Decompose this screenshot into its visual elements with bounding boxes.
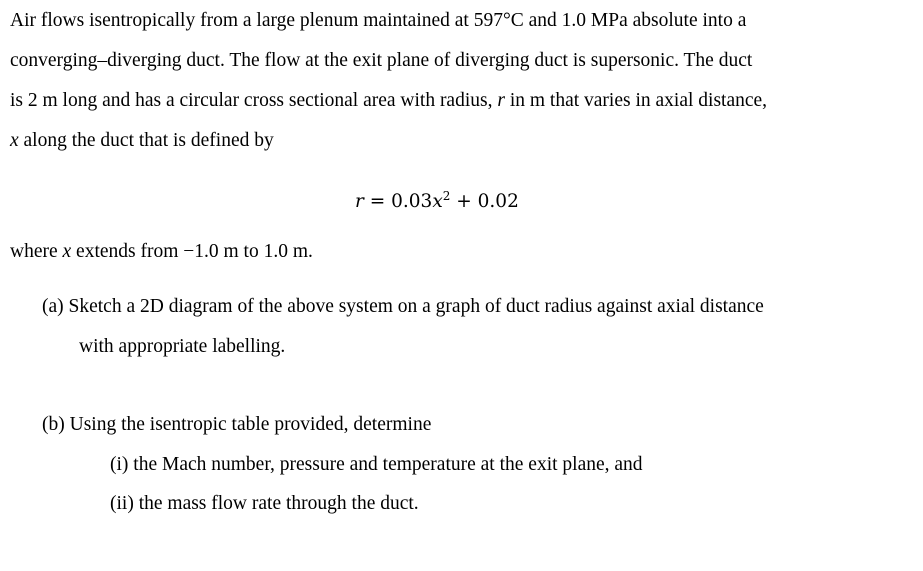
range-part-2: extends from −1.0 m to 1.0 m. xyxy=(71,241,313,262)
equation-exponent: 2 xyxy=(442,189,451,203)
part-b-item-i: (i) the Mach number, pressure and temperature at the exit plane, and xyxy=(110,454,643,475)
equation-coef: 0.03 xyxy=(391,191,433,212)
equation-var: x xyxy=(432,191,443,212)
intro-line-2: converging–diverging duct. The flow at the exit plane of diverging duct is supersonic. The duct xyxy=(10,50,753,71)
range-variable-x: x xyxy=(62,241,72,262)
radius-equation xyxy=(355,183,519,215)
range-part-1: where xyxy=(10,241,63,262)
intro-line-1: Air flows isentropically from a large plenum maintained at 597°C and 1.0 MPa absolute into a xyxy=(10,10,747,31)
part-a-line-2: with appropriate labelling. xyxy=(79,336,286,357)
intro-line-4 xyxy=(10,129,274,153)
range-line xyxy=(10,240,313,264)
equation-lhs: r xyxy=(355,191,364,212)
part-a-line-1: (a) Sketch a 2D diagram of the above system on a graph of duct radius against axial distance xyxy=(42,296,764,317)
intro-line-3-part-1: is 2 m long and has a circular cross sectional area with radius, xyxy=(10,90,498,111)
equation-equals: = xyxy=(363,191,392,212)
intro-line-3 xyxy=(10,89,767,113)
intro-line-3-part-2: in m that varies in axial distance, xyxy=(504,90,768,111)
intro-line-4-part: along the duct that is defined by xyxy=(18,130,274,151)
part-b-item-ii: (ii) the mass flow rate through the duct. xyxy=(110,493,419,514)
variable-x: x xyxy=(10,130,19,151)
part-b-line-1: (b) Using the isentropic table provided, determine xyxy=(42,414,432,435)
equation-plus: + 0.02 xyxy=(450,191,519,212)
variable-r: r xyxy=(497,90,505,111)
